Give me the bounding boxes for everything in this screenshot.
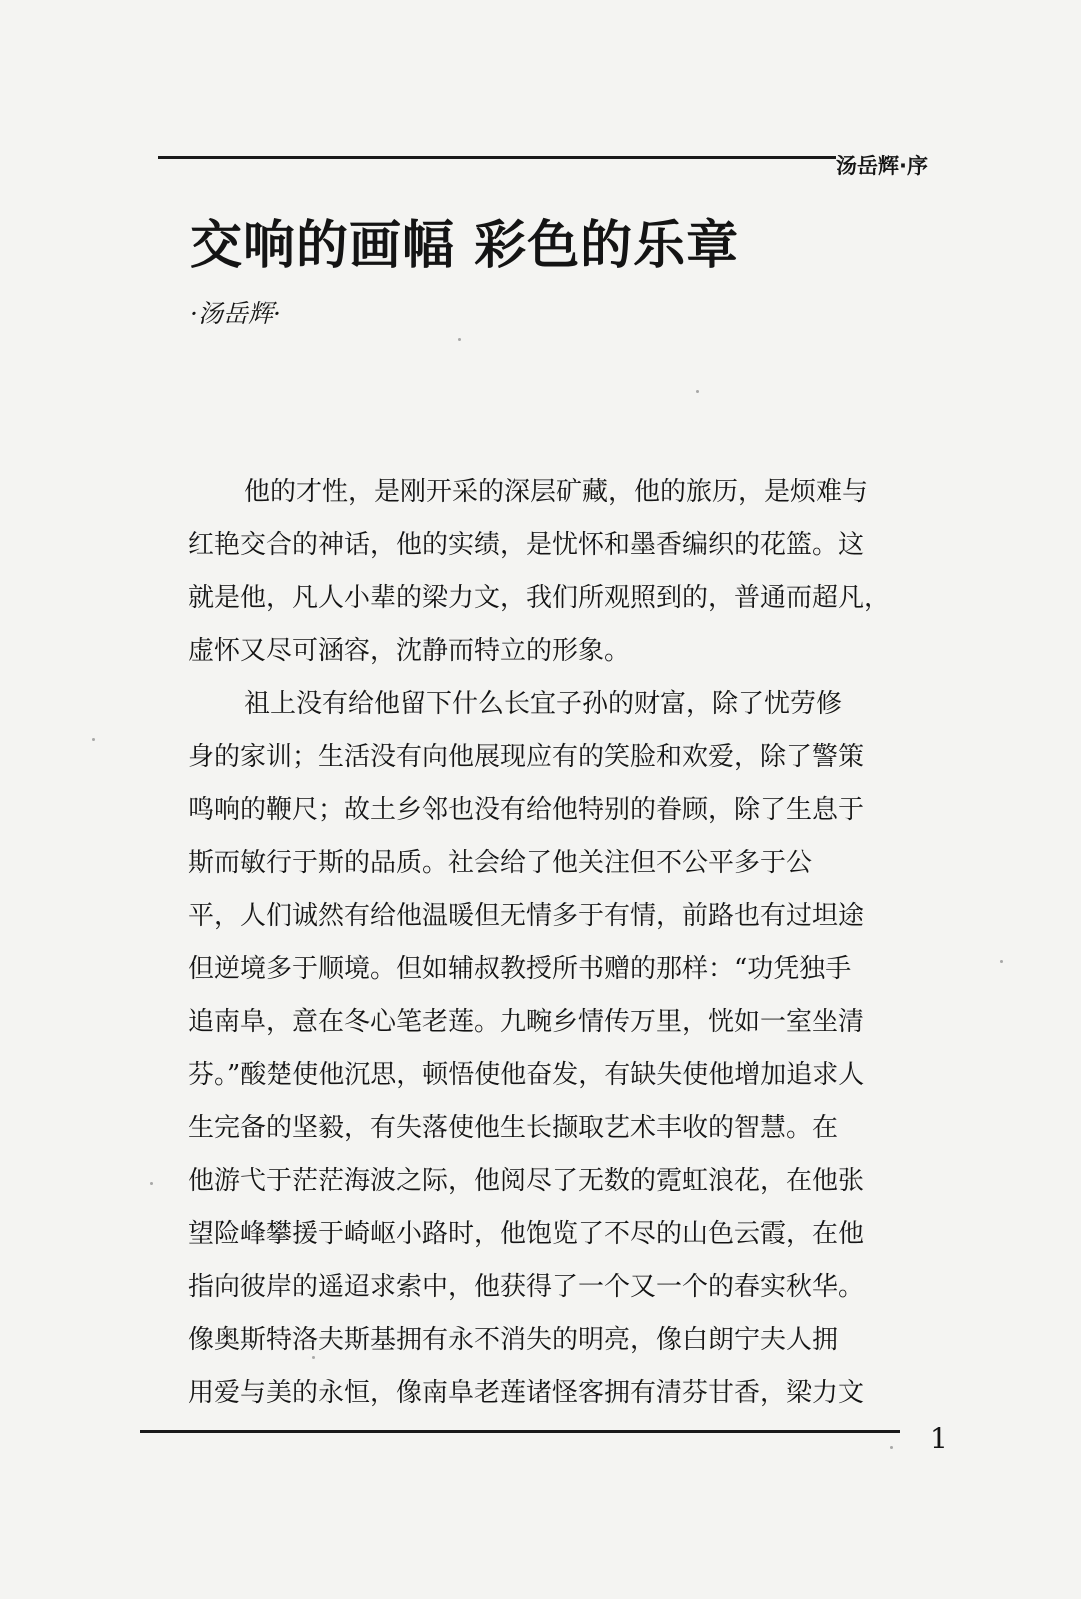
- text-line: 鸣响的鞭尺；故土乡邻也没有给他特别的眷顾，除了生息于: [188, 795, 865, 825]
- text-line: 虚怀又尽可涵容，沈静而特立的形象。: [188, 636, 631, 666]
- article-author: ·汤岳辉·: [190, 299, 281, 328]
- scan-speck: [696, 390, 699, 393]
- scan-speck: [92, 738, 95, 741]
- header-rule: [158, 156, 836, 159]
- text-line: 祖上没有给他留下什么长宜子孙的财富，除了忧劳修: [244, 689, 843, 719]
- text-line: 他游弋于茫茫海波之际，他阅尽了无数的霓虹浪花，在他张: [188, 1166, 865, 1196]
- text-line: 追南阜，意在冬心笔老莲。九畹乡情传万里，恍如一室坐清: [188, 1007, 865, 1037]
- text-line: 像奥斯特洛夫斯基拥有永不消失的明亮，像白朗宁夫人拥: [188, 1325, 839, 1355]
- running-head: 汤岳辉·序: [836, 154, 928, 178]
- text-line: 斯而敏行于斯的品质。社会给了他关注但不公平多于公: [188, 848, 813, 878]
- text-line: 望险峰攀援于崎岖小路时，他饱览了不尽的山色云霞，在他: [188, 1219, 865, 1249]
- page-number: 1: [930, 1422, 948, 1455]
- text-line: 就是他，凡人小辈的梁力文，我们所观照到的，普通而超凡，: [188, 583, 891, 613]
- body-text: [188, 466, 912, 1420]
- text-line: 用爱与美的永恒，像南阜老莲诸怪客拥有清芬甘香，梁力文: [188, 1378, 865, 1408]
- text-line: 他的才性，是刚开采的深层矿藏，他的旅历，是烦难与: [244, 477, 869, 507]
- text-line: 但逆境多于顺境。但如辅叔教授所书赠的那样：“功凭独手: [188, 954, 852, 984]
- scan-speck: [890, 1446, 893, 1449]
- scan-speck: [458, 338, 461, 341]
- text-line: 生完备的坚毅，有失落使他生长撷取艺术丰收的智慧。在: [188, 1113, 839, 1143]
- text-line: 指向彼岸的遥迢求索中，他获得了一个又一个的春实秋华。: [188, 1272, 865, 1302]
- paragraph-2: [188, 678, 912, 1420]
- paragraph-1: [188, 466, 912, 678]
- text-line: 平，人们诚然有给他温暖但无情多于有情，前路也有过坦途: [188, 901, 865, 931]
- text-line: 红艳交合的神话，他的实绩，是忧怀和墨香编织的花篮。这: [188, 530, 865, 560]
- article-title: 交响的画幅 彩色的乐章: [190, 216, 740, 276]
- footer-rule: [140, 1430, 900, 1433]
- text-line: 芬。”酸楚使他沉思，顿悟使他奋发，有缺失使他增加追求人: [188, 1060, 865, 1090]
- text-line: 身的家训；生活没有向他展现应有的笑脸和欢爱，除了警策: [188, 742, 865, 772]
- scan-speck: [150, 1182, 153, 1185]
- scan-speck: [312, 1356, 315, 1359]
- scan-speck: [1000, 960, 1003, 963]
